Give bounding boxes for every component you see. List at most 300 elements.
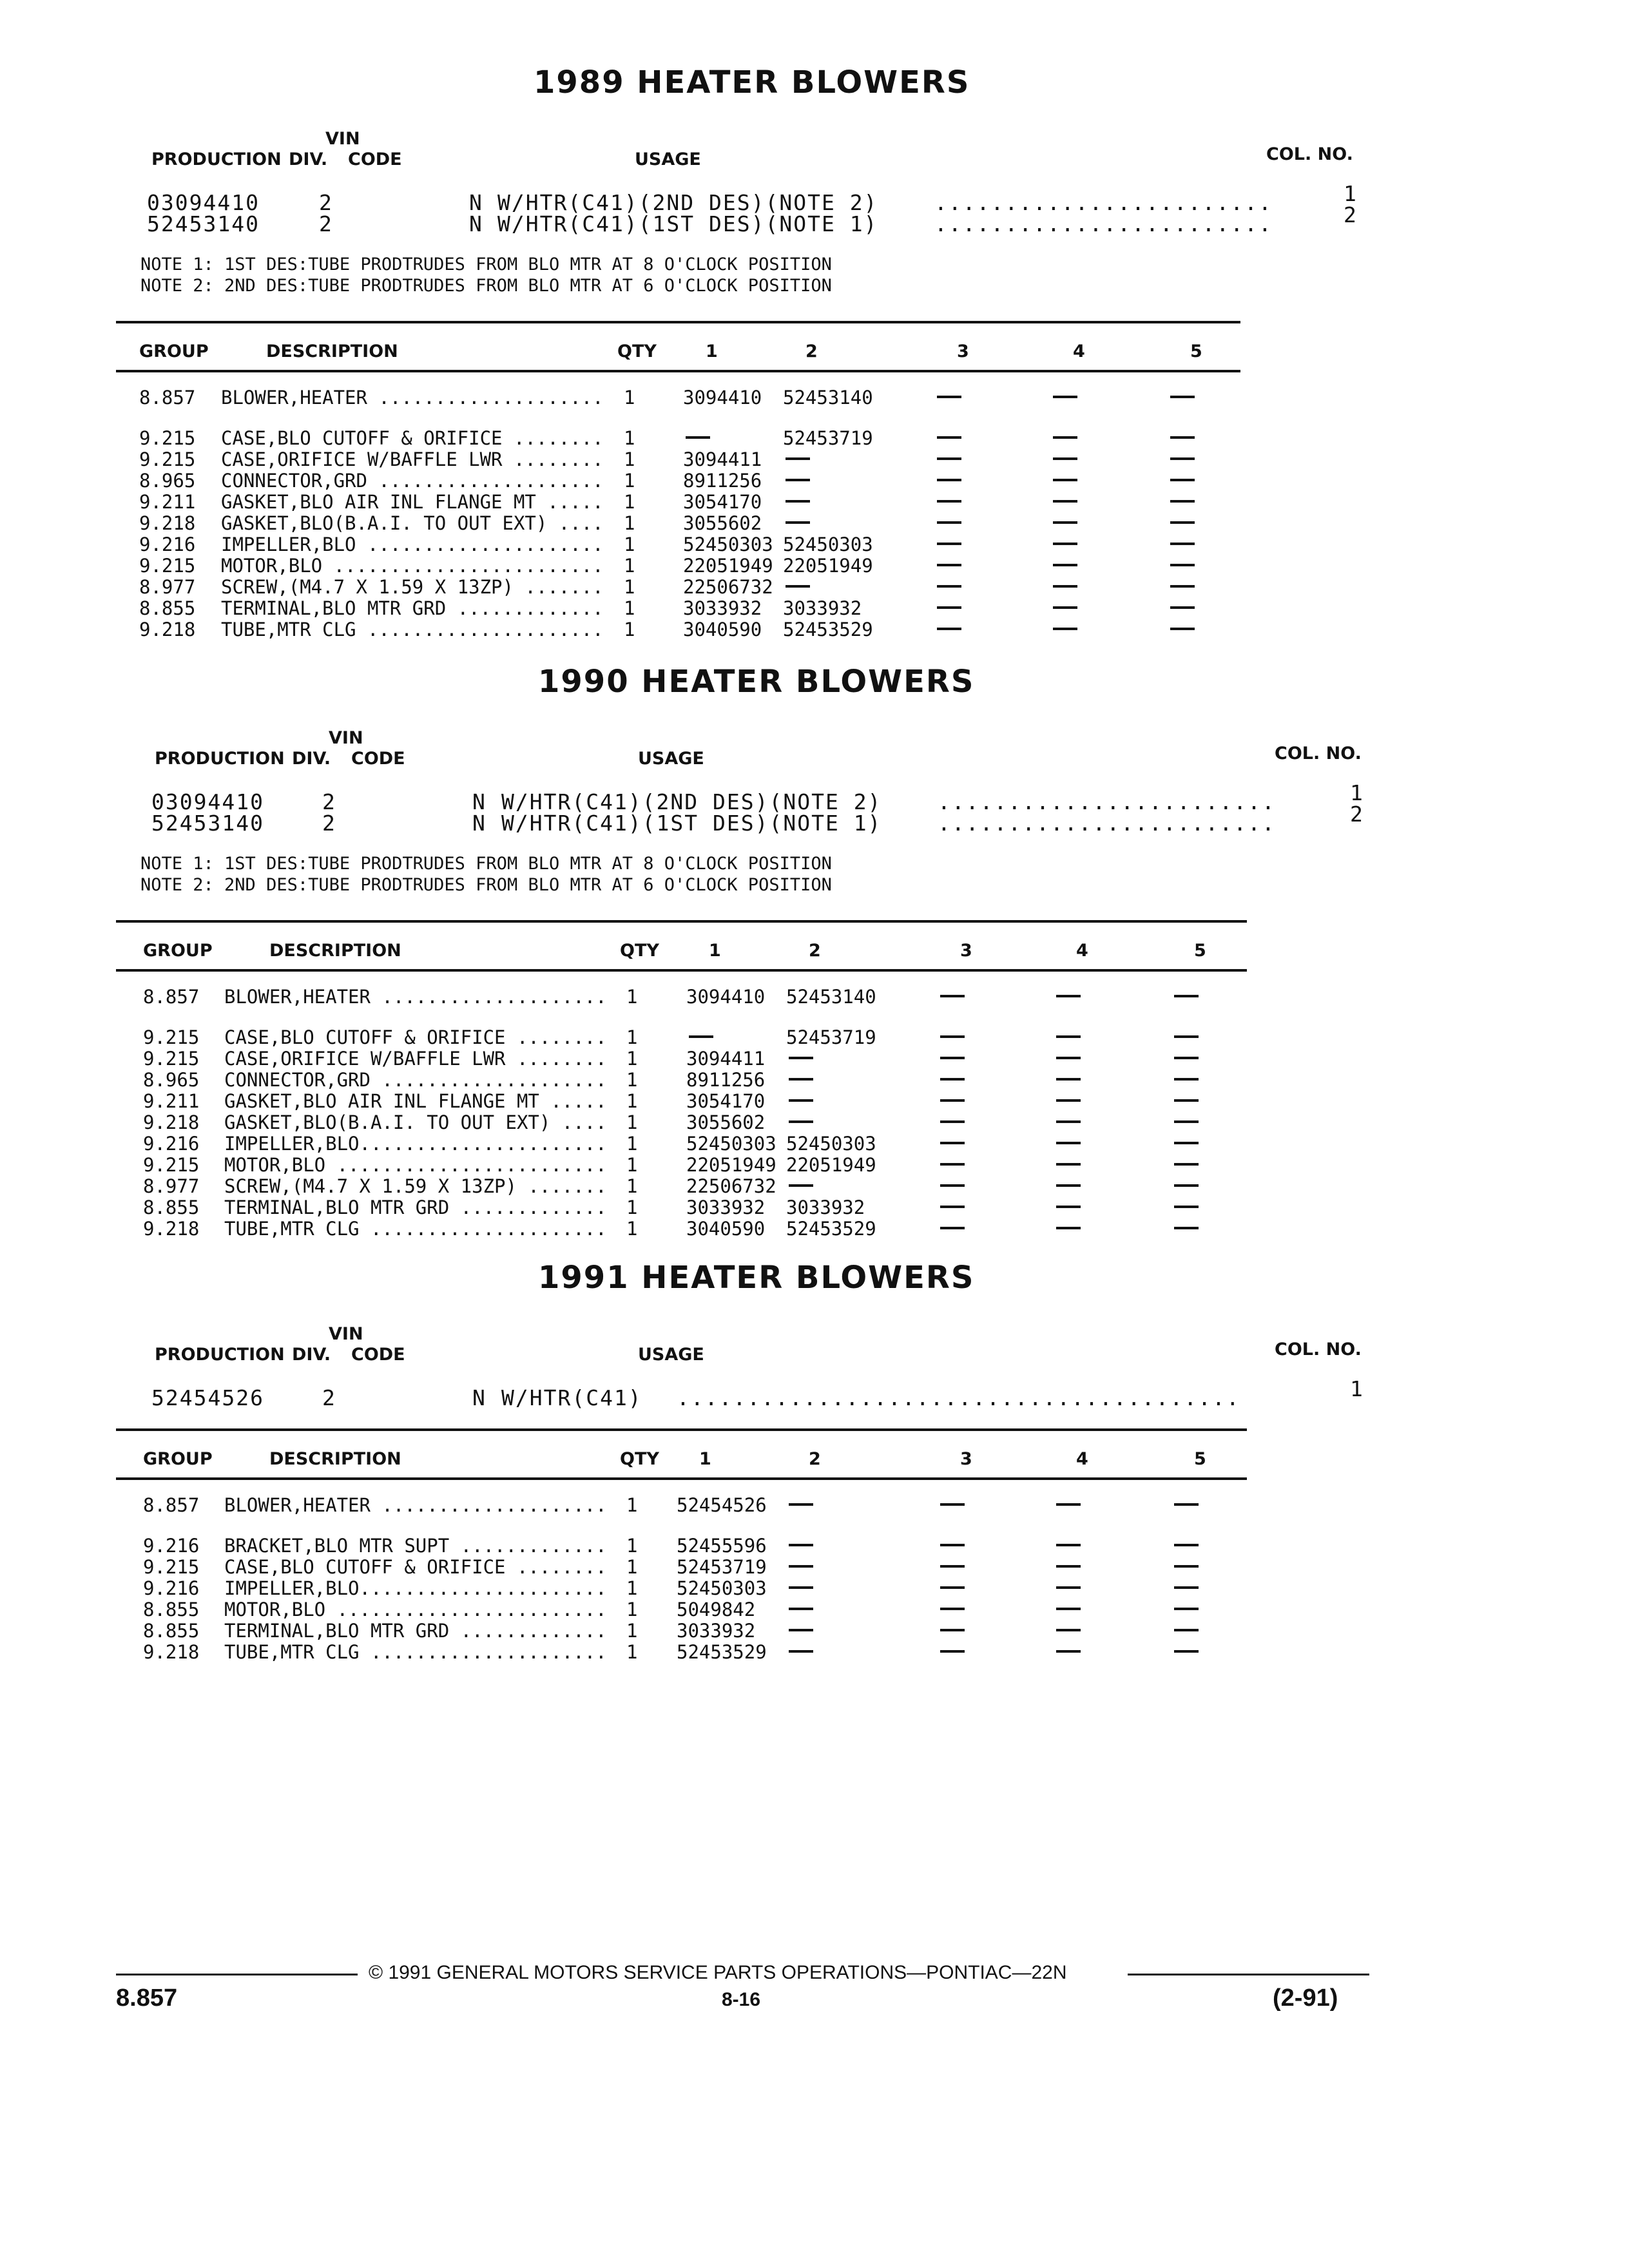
part-col-2-dash: [789, 1544, 813, 1546]
part-col-1: 52453529: [677, 1641, 767, 1663]
part-description: BLOWER,HEATER ....................: [221, 387, 604, 408]
part-qty: 1: [626, 1154, 638, 1176]
part-qty: 1: [624, 491, 635, 513]
footer-revision: (2-91): [1273, 1984, 1338, 2012]
section-title: 1991 HEATER BLOWERS: [538, 1260, 975, 1296]
part-col-4-dash: [1053, 628, 1077, 630]
part-col-1: 52454526: [677, 1494, 767, 1516]
part-col-5-dash: [1174, 1503, 1199, 1506]
usage-production: 03094410: [147, 190, 260, 215]
usage-div: 2: [319, 190, 333, 215]
footer-rule-right: [1128, 1974, 1369, 1975]
usage-vin: N: [469, 211, 483, 236]
col-c4-header: 4: [1076, 941, 1088, 961]
part-qty: 1: [624, 576, 635, 598]
part-group: 9.216: [139, 533, 196, 555]
col-c3-header: 3: [960, 941, 972, 961]
part-description: SCREW,(M4.7 X 1.59 X 13ZP) .......: [221, 576, 604, 598]
part-group: 9.218: [143, 1111, 200, 1133]
part-description: CASE,ORIFICE W/BAFFLE LWR ........: [221, 448, 604, 470]
part-col-4-dash: [1056, 1184, 1081, 1187]
qty-header: QTY: [620, 941, 659, 961]
part-group: 8.857: [143, 1494, 200, 1516]
part-col-3-dash: [940, 1629, 965, 1631]
code-header: CODE: [348, 149, 402, 169]
part-qty: 1: [626, 1133, 638, 1155]
part-description: GASKET,BLO(B.A.I. TO OUT EXT) ....: [221, 512, 604, 534]
part-col-5-dash: [1174, 1163, 1199, 1166]
part-group: 8.855: [143, 1599, 200, 1620]
part-qty: 1: [626, 1048, 638, 1070]
part-qty: 1: [624, 387, 635, 408]
col-c5-header: 5: [1194, 941, 1206, 961]
part-qty: 1: [626, 1620, 638, 1642]
part-col-1: 52455596: [677, 1535, 767, 1557]
col-no-header: COL. NO.: [1275, 744, 1362, 764]
usage-description: W/HTR(C41)(2ND DES)(NOTE 2): [501, 789, 882, 814]
part-col-2-dash: [789, 1099, 813, 1102]
footer-group-code: 8.857: [116, 1984, 178, 2012]
part-qty: 1: [626, 1535, 638, 1557]
usage-vin: N: [472, 789, 487, 814]
part-col-3-dash: [937, 479, 961, 481]
part-group: 9.215: [139, 448, 196, 470]
part-group: 8.977: [139, 576, 196, 598]
usage-vin: N: [469, 190, 483, 215]
div-header: DIV.: [292, 749, 331, 769]
part-col-3-dash: [940, 1650, 965, 1653]
part-group: 9.218: [139, 512, 196, 534]
part-col-1: 5049842: [677, 1599, 756, 1620]
note-line: NOTE 1: 1ST DES:TUBE PRODTRUDES FROM BLO MTR AT 8 O'CLOCK POSITION: [140, 255, 832, 274]
part-col-5-dash: [1170, 564, 1195, 566]
part-description: IMPELLER,BLO......................: [224, 1577, 607, 1599]
part-qty: 1: [624, 448, 635, 470]
note-line: NOTE 1: 1ST DES:TUBE PRODTRUDES FROM BLO MTR AT 8 O'CLOCK POSITION: [140, 854, 832, 874]
part-col-1: 22051949: [683, 555, 773, 577]
part-col-4-dash: [1056, 1035, 1081, 1038]
part-col-3-dash: [940, 1078, 965, 1081]
part-description: CASE,BLO CUTOFF & ORIFICE ........: [221, 427, 604, 449]
part-col-4-dash: [1053, 457, 1077, 460]
col-c1-header: 1: [706, 341, 718, 361]
part-group: 9.218: [143, 1218, 200, 1240]
usage-col-no: 1: [1344, 181, 1358, 206]
part-qty: 1: [626, 1599, 638, 1620]
part-qty: 1: [626, 986, 638, 1008]
part-col-4-dash: [1056, 1163, 1081, 1166]
part-description: BLOWER,HEATER ....................: [224, 986, 607, 1008]
part-col-5-dash: [1170, 628, 1195, 630]
part-description: CASE,BLO CUTOFF & ORIFICE ........: [224, 1556, 607, 1578]
part-col-4-dash: [1056, 1120, 1081, 1123]
part-col-5-dash: [1170, 585, 1195, 588]
part-col-2-dash: [786, 500, 810, 503]
part-col-1: 3055602: [683, 512, 762, 534]
col-c4-header: 4: [1073, 341, 1085, 361]
part-col-3-dash: [940, 1206, 965, 1208]
part-group: 8.857: [143, 986, 200, 1008]
note-line: NOTE 2: 2ND DES:TUBE PRODTRUDES FROM BLO MTR AT 6 O'CLOCK POSITION: [140, 276, 832, 296]
table-header-rule: [116, 969, 1247, 972]
part-group: 9.215: [139, 555, 196, 577]
part-col-1: 52450303: [686, 1133, 776, 1155]
part-group: 9.211: [143, 1090, 200, 1112]
description-header: DESCRIPTION: [269, 941, 401, 961]
part-col-5-dash: [1174, 1142, 1199, 1144]
part-col-5-dash: [1170, 500, 1195, 503]
part-description: TUBE,MTR CLG .....................: [224, 1641, 607, 1663]
part-col-5-dash: [1174, 1650, 1199, 1653]
part-col-4-dash: [1056, 1586, 1081, 1589]
part-qty: 1: [626, 1218, 638, 1240]
part-col-4-dash: [1056, 1629, 1081, 1631]
usage-production: 03094410: [151, 789, 264, 814]
part-col-4-dash: [1053, 585, 1077, 588]
part-col-4-dash: [1056, 1227, 1081, 1229]
group-header: GROUP: [143, 1449, 213, 1469]
vin-header: VIN: [325, 129, 360, 149]
part-col-1: 3033932: [677, 1620, 756, 1642]
part-qty: 1: [626, 1641, 638, 1663]
part-description: TERMINAL,BLO MTR GRD .............: [221, 597, 604, 619]
div-header: DIV.: [289, 149, 328, 169]
part-col-4-dash: [1053, 564, 1077, 566]
footer-copyright: © 1991 GENERAL MOTORS SERVICE PARTS OPERATIONS—PONTIAC—22N: [369, 1962, 1067, 1983]
part-group: 9.215: [139, 427, 196, 449]
part-qty: 1: [624, 512, 635, 534]
part-col-3-dash: [940, 1227, 965, 1229]
part-col-3-dash: [937, 396, 961, 398]
part-qty: 1: [626, 1494, 638, 1516]
usage-production: 52453140: [147, 211, 260, 236]
col-c3-header: 3: [957, 341, 969, 361]
part-col-1: 52450303: [683, 533, 773, 555]
part-col-2: 3033932: [786, 1196, 865, 1218]
usage-div: 2: [319, 211, 333, 236]
col-c5-header: 5: [1190, 341, 1202, 361]
part-col-5-dash: [1174, 1608, 1199, 1610]
part-col-2-dash: [789, 1586, 813, 1589]
vin-header: VIN: [329, 728, 363, 748]
part-col-5-dash: [1174, 1565, 1199, 1568]
part-group: 8.855: [143, 1620, 200, 1642]
usage-div: 2: [322, 811, 336, 836]
usage-vin: N: [472, 811, 487, 836]
part-group: 9.218: [139, 619, 196, 640]
part-col-4-dash: [1053, 479, 1077, 481]
part-col-4-dash: [1056, 1503, 1081, 1506]
usage-description: W/HTR(C41)(1ST DES)(NOTE 1): [497, 211, 878, 236]
part-description: TERMINAL,BLO MTR GRD .............: [224, 1620, 607, 1642]
part-group: 9.218: [143, 1641, 200, 1663]
part-col-1: 8911256: [686, 1069, 766, 1091]
part-qty: 1: [626, 1577, 638, 1599]
usage-vin: N: [472, 1385, 487, 1410]
part-col-1: 3094411: [683, 448, 762, 470]
part-col-3-dash: [937, 521, 961, 524]
part-description: GASKET,BLO(B.A.I. TO OUT EXT) ....: [224, 1111, 607, 1133]
part-col-2-dash: [786, 457, 810, 460]
part-col-1: 22506732: [686, 1175, 776, 1197]
part-description: BRACKET,BLO MTR SUPT .............: [224, 1535, 607, 1557]
part-col-2: 52453719: [786, 1026, 876, 1048]
col-c1-header: 1: [699, 1449, 711, 1469]
part-col-3-dash: [937, 457, 961, 460]
part-col-1: 3033932: [683, 597, 762, 619]
part-col-2-dash: [789, 1184, 813, 1187]
part-col-5-dash: [1174, 995, 1199, 997]
part-qty: 1: [624, 427, 635, 449]
qty-header: QTY: [617, 341, 657, 361]
part-qty: 1: [624, 597, 635, 619]
part-col-3-dash: [937, 543, 961, 545]
part-col-3-dash: [937, 628, 961, 630]
part-group: 8.965: [139, 470, 196, 492]
table-top-rule: [116, 321, 1240, 323]
part-description: CONNECTOR,GRD ....................: [224, 1069, 607, 1091]
table-header-rule: [116, 370, 1240, 372]
usage-leader-dots: ........................: [934, 211, 1273, 236]
part-col-3-dash: [940, 1057, 965, 1059]
part-col-1: 3033932: [686, 1196, 766, 1218]
part-description: TUBE,MTR CLG .....................: [221, 619, 604, 640]
col-c2-header: 2: [809, 1449, 821, 1469]
usage-description: W/HTR(C41)(1ST DES)(NOTE 1): [501, 811, 882, 836]
part-qty: 1: [624, 619, 635, 640]
usage-leader-dots: ........................: [938, 789, 1276, 814]
part-qty: 1: [626, 1556, 638, 1578]
part-col-1: 52450303: [677, 1577, 767, 1599]
part-col-5-dash: [1174, 1120, 1199, 1123]
part-col-2-dash: [789, 1650, 813, 1653]
production-header: PRODUCTION: [151, 149, 282, 169]
part-col-5-dash: [1170, 436, 1195, 439]
part-description: TERMINAL,BLO MTR GRD .............: [224, 1196, 607, 1218]
production-header: PRODUCTION: [155, 749, 285, 769]
part-col-1-dash: [686, 436, 710, 439]
part-col-5-dash: [1174, 1544, 1199, 1546]
part-group: 9.216: [143, 1535, 200, 1557]
part-col-2-dash: [786, 521, 810, 524]
part-col-2: 52453529: [783, 619, 873, 640]
part-col-3-dash: [937, 436, 961, 439]
part-col-1: 3040590: [686, 1218, 766, 1240]
div-header: DIV.: [292, 1345, 331, 1365]
part-col-4-dash: [1056, 1565, 1081, 1568]
part-group: 9.215: [143, 1556, 200, 1578]
part-col-5-dash: [1174, 1057, 1199, 1059]
usage-leader-dots: ........................................: [677, 1385, 1240, 1410]
part-col-3-dash: [940, 1163, 965, 1166]
usage-header: USAGE: [638, 1345, 704, 1365]
part-col-2: 52453140: [783, 387, 873, 408]
part-col-2-dash: [789, 1078, 813, 1081]
part-col-4-dash: [1056, 1142, 1081, 1144]
col-c3-header: 3: [960, 1449, 972, 1469]
usage-col-no: 1: [1350, 780, 1364, 805]
part-qty: 1: [626, 1175, 638, 1197]
part-col-2-dash: [786, 585, 810, 588]
part-col-3-dash: [937, 585, 961, 588]
group-header: GROUP: [143, 941, 213, 961]
part-qty: 1: [626, 1069, 638, 1091]
usage-production: 52454526: [151, 1385, 264, 1410]
part-col-5-dash: [1174, 1035, 1199, 1038]
part-description: MOTOR,BLO ........................: [224, 1599, 607, 1620]
part-qty: 1: [624, 533, 635, 555]
part-description: CASE,ORIFICE W/BAFFLE LWR ........: [224, 1048, 607, 1070]
part-col-4-dash: [1056, 1608, 1081, 1610]
part-qty: 1: [624, 470, 635, 492]
part-col-2-dash: [786, 479, 810, 481]
part-col-4-dash: [1053, 521, 1077, 524]
part-col-4-dash: [1056, 1057, 1081, 1059]
part-description: TUBE,MTR CLG .....................: [224, 1218, 607, 1240]
usage-description: W/HTR(C41): [501, 1385, 642, 1410]
table-header-rule: [116, 1477, 1247, 1480]
part-col-5-dash: [1174, 1586, 1199, 1589]
note-line: NOTE 2: 2ND DES:TUBE PRODTRUDES FROM BLO MTR AT 6 O'CLOCK POSITION: [140, 875, 832, 895]
usage-col-no: 2: [1344, 202, 1358, 227]
part-group: 8.977: [143, 1175, 200, 1197]
part-group: 9.215: [143, 1048, 200, 1070]
part-col-2-dash: [789, 1120, 813, 1123]
part-qty: 1: [624, 555, 635, 577]
part-col-4-dash: [1056, 1650, 1081, 1653]
col-c5-header: 5: [1194, 1449, 1206, 1469]
table-top-rule: [116, 920, 1247, 923]
part-col-5-dash: [1174, 1184, 1199, 1187]
usage-col-no: 1: [1350, 1376, 1364, 1401]
part-col-5-dash: [1174, 1206, 1199, 1208]
part-col-2: 22051949: [786, 1154, 876, 1176]
part-col-3-dash: [940, 1120, 965, 1123]
part-col-2: 52450303: [783, 533, 873, 555]
usage-div: 2: [322, 789, 336, 814]
part-col-5-dash: [1170, 606, 1195, 609]
part-col-2: 22051949: [783, 555, 873, 577]
part-col-5-dash: [1174, 1227, 1199, 1229]
footer-rule-left: [116, 1974, 358, 1975]
part-col-3-dash: [940, 1503, 965, 1506]
part-qty: 1: [626, 1026, 638, 1048]
part-description: IMPELLER,BLO .....................: [221, 533, 604, 555]
production-header: PRODUCTION: [155, 1345, 285, 1365]
part-col-5-dash: [1170, 457, 1195, 460]
group-header: GROUP: [139, 341, 209, 361]
part-col-2: 3033932: [783, 597, 862, 619]
part-group: 9.215: [143, 1026, 200, 1048]
part-group: 9.215: [143, 1154, 200, 1176]
part-col-3-dash: [937, 606, 961, 609]
part-col-5-dash: [1170, 521, 1195, 524]
part-col-1: 3055602: [686, 1111, 766, 1133]
part-col-2-dash: [789, 1629, 813, 1631]
part-qty: 1: [626, 1111, 638, 1133]
part-col-3-dash: [940, 1184, 965, 1187]
col-c4-header: 4: [1076, 1449, 1088, 1469]
part-col-4-dash: [1056, 995, 1081, 997]
footer-page-number: 8-16: [722, 1989, 761, 2010]
col-c2-header: 2: [809, 941, 821, 961]
part-col-1: 8911256: [683, 470, 762, 492]
part-group: 9.216: [143, 1577, 200, 1599]
code-header: CODE: [351, 749, 405, 769]
part-qty: 1: [626, 1090, 638, 1112]
part-description: IMPELLER,BLO......................: [224, 1133, 607, 1155]
part-col-4-dash: [1053, 606, 1077, 609]
part-col-4-dash: [1053, 543, 1077, 545]
part-col-5-dash: [1174, 1099, 1199, 1102]
part-col-1: 3054170: [686, 1090, 766, 1112]
usage-description: W/HTR(C41)(2ND DES)(NOTE 2): [497, 190, 878, 215]
part-col-3-dash: [940, 1544, 965, 1546]
usage-header: USAGE: [638, 749, 704, 769]
part-col-2-dash: [789, 1565, 813, 1568]
table-top-rule: [116, 1428, 1247, 1431]
part-description: CASE,BLO CUTOFF & ORIFICE ........: [224, 1026, 607, 1048]
part-col-3-dash: [940, 1586, 965, 1589]
usage-div: 2: [322, 1385, 336, 1410]
part-col-3-dash: [937, 500, 961, 503]
part-qty: 1: [626, 1196, 638, 1218]
part-col-4-dash: [1056, 1099, 1081, 1102]
part-col-1: 22051949: [686, 1154, 776, 1176]
col-c1-header: 1: [709, 941, 721, 961]
part-col-2-dash: [789, 1503, 813, 1506]
usage-leader-dots: ........................: [934, 190, 1273, 215]
description-header: DESCRIPTION: [266, 341, 398, 361]
part-description: GASKET,BLO AIR INL FLANGE MT .....: [221, 491, 604, 513]
part-description: GASKET,BLO AIR INL FLANGE MT .....: [224, 1090, 607, 1112]
part-description: MOTOR,BLO ........................: [224, 1154, 607, 1176]
part-col-2: 52453529: [786, 1218, 876, 1240]
part-col-1: 3094410: [683, 387, 762, 408]
part-col-1: 3094411: [686, 1048, 766, 1070]
part-group: 8.965: [143, 1069, 200, 1091]
part-col-4-dash: [1053, 500, 1077, 503]
part-col-2-dash: [789, 1608, 813, 1610]
part-col-4-dash: [1053, 436, 1077, 439]
part-col-2: 52453140: [786, 986, 876, 1008]
qty-header: QTY: [620, 1449, 659, 1469]
code-header: CODE: [351, 1345, 405, 1365]
section-title: 1989 HEATER BLOWERS: [534, 64, 970, 101]
part-description: CONNECTOR,GRD ....................: [221, 470, 604, 492]
part-col-3-dash: [940, 1142, 965, 1144]
part-col-1-dash: [689, 1035, 713, 1038]
col-c2-header: 2: [805, 341, 818, 361]
description-header: DESCRIPTION: [269, 1449, 401, 1469]
usage-leader-dots: ........................: [938, 811, 1276, 836]
part-col-3-dash: [940, 1608, 965, 1610]
part-group: 8.855: [139, 597, 196, 619]
part-col-4-dash: [1053, 396, 1077, 398]
vin-header: VIN: [329, 1324, 363, 1344]
part-col-3-dash: [940, 1035, 965, 1038]
part-col-1: 3094410: [686, 986, 766, 1008]
part-group: 9.216: [143, 1133, 200, 1155]
part-col-1: 3040590: [683, 619, 762, 640]
section-title: 1990 HEATER BLOWERS: [538, 664, 975, 700]
part-group: 8.857: [139, 387, 196, 408]
part-col-2: 52450303: [786, 1133, 876, 1155]
part-group: 9.211: [139, 491, 196, 513]
part-col-5-dash: [1170, 543, 1195, 545]
part-col-1: 3054170: [683, 491, 762, 513]
part-col-4-dash: [1056, 1206, 1081, 1208]
